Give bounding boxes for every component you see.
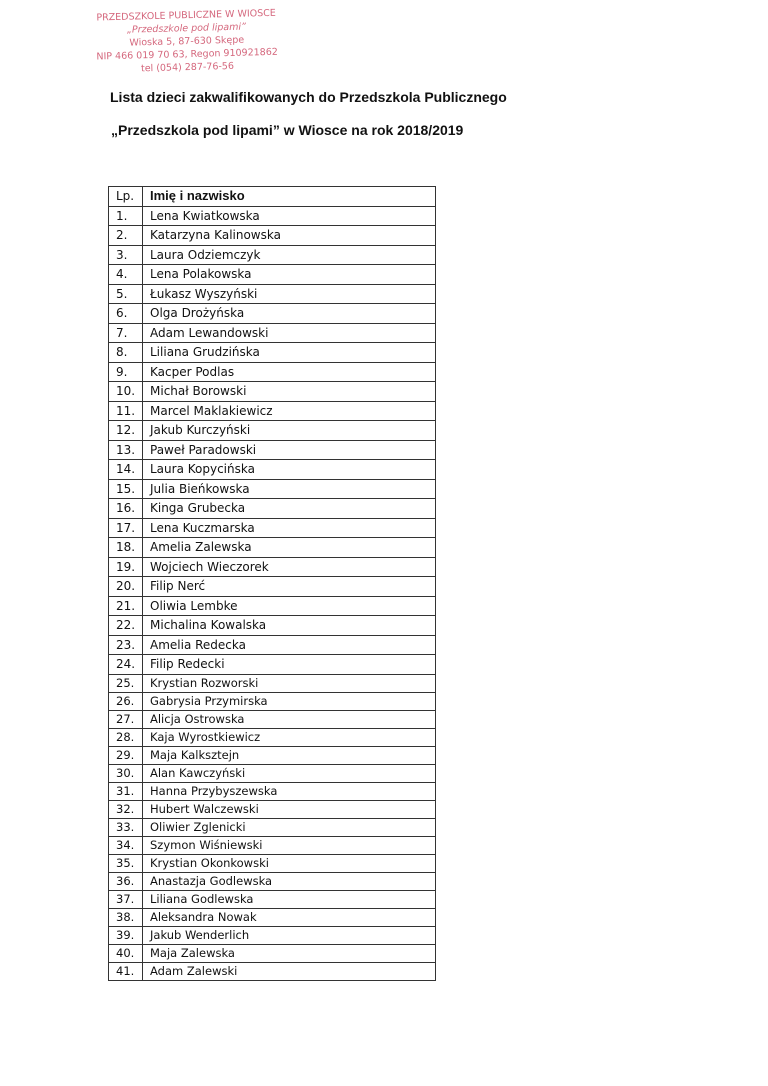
table-row (109, 440, 436, 460)
table-row (109, 343, 436, 363)
table-row (109, 836, 436, 854)
table-row (109, 926, 436, 944)
row-number: 34. (109, 836, 143, 854)
table-row (109, 655, 436, 675)
table-row (109, 800, 436, 818)
row-number: 11. (109, 401, 143, 421)
child-name: Lena Polakowska (143, 265, 436, 285)
table-row (109, 764, 436, 782)
row-number: 39. (109, 926, 143, 944)
child-name: Aleksandra Nowak (143, 908, 436, 926)
row-number: 22. (109, 616, 143, 636)
table-row (109, 692, 436, 710)
table-row (109, 479, 436, 499)
stamp-line-3: Wioska 5, 87-630 Skępe (129, 34, 245, 49)
child-name: Adam Zalewski (143, 962, 436, 980)
table-row (109, 872, 436, 890)
child-name: Kaja Wyrostkiewicz (143, 728, 436, 746)
row-number: 35. (109, 854, 143, 872)
row-number: 21. (109, 596, 143, 616)
child-name: Katarzyna Kalinowska (143, 226, 436, 246)
child-name: Krystian Rozworski (143, 674, 436, 692)
child-name: Alicja Ostrowska (143, 710, 436, 728)
table-row (109, 962, 436, 980)
table-row (109, 499, 436, 519)
row-number: 28. (109, 728, 143, 746)
child-name: Hubert Walczewski (143, 800, 436, 818)
child-name: Oliwier Zglenicki (143, 818, 436, 836)
child-name: Szymon Wiśniewski (143, 836, 436, 854)
child-name: Jakub Kurczyński (143, 421, 436, 441)
table-row (109, 818, 436, 836)
row-number: 12. (109, 421, 143, 441)
document-title-line-2: „Przedszkola pod lipami” w Wiosce na rok 2018/2019 (111, 122, 464, 138)
child-name: Oliwia Lembke (143, 596, 436, 616)
table-row (109, 382, 436, 402)
child-name: Marcel Maklakiewicz (143, 401, 436, 421)
table-row (109, 782, 436, 800)
table-row (109, 304, 436, 324)
table-row (109, 890, 436, 908)
row-number: 10. (109, 382, 143, 402)
row-number: 14. (109, 460, 143, 480)
table-row (109, 596, 436, 616)
table-row (109, 728, 436, 746)
table-row (109, 854, 436, 872)
row-number: 5. (109, 284, 143, 304)
table-row (109, 908, 436, 926)
table-header-row (109, 187, 436, 207)
child-name: Julia Bieńkowska (143, 479, 436, 499)
child-name: Amelia Redecka (143, 635, 436, 655)
row-number: 40. (109, 944, 143, 962)
row-number: 1. (109, 206, 143, 226)
row-number: 8. (109, 343, 143, 363)
child-name: Lena Kwiatkowska (143, 206, 436, 226)
table-row (109, 635, 436, 655)
child-name: Wojciech Wieczorek (143, 557, 436, 577)
table-row (109, 577, 436, 597)
row-number: 18. (109, 538, 143, 558)
table-row (109, 746, 436, 764)
table-row (109, 518, 436, 538)
document-title-line-1: Lista dzieci zakwalifikowanych do Przedszkola Publicznego (110, 89, 507, 105)
table-row (109, 245, 436, 265)
table-row (109, 284, 436, 304)
row-number: 24. (109, 655, 143, 675)
row-number: 26. (109, 692, 143, 710)
table-row (109, 944, 436, 962)
stamp-line-2: „Przedszkole pod lipami” (126, 21, 247, 36)
table-row (109, 616, 436, 636)
children-list-table (108, 186, 436, 981)
child-name: Lena Kuczmarska (143, 518, 436, 538)
stamp-line-4: NIP 466 019 70 63, Regon 910921862 (96, 46, 279, 63)
school-stamp (76, 6, 298, 77)
row-number: 32. (109, 800, 143, 818)
row-number: 33. (109, 818, 143, 836)
row-number: 4. (109, 265, 143, 285)
table-row (109, 421, 436, 441)
child-name: Filip Nerć (143, 577, 436, 597)
child-name: Hanna Przybyszewska (143, 782, 436, 800)
row-number: 37. (109, 890, 143, 908)
child-name: Liliana Godlewska (143, 890, 436, 908)
child-name: Olga Drożyńska (143, 304, 436, 324)
table-row (109, 710, 436, 728)
child-name: Krystian Okonkowski (143, 854, 436, 872)
child-name: Paweł Paradowski (143, 440, 436, 460)
stamp-line-5: tel (054) 287-76-56 (140, 60, 235, 75)
row-number: 31. (109, 782, 143, 800)
row-number: 16. (109, 499, 143, 519)
child-name: Anastazja Godlewska (143, 872, 436, 890)
table-row (109, 206, 436, 226)
child-name: Łukasz Wyszyński (143, 284, 436, 304)
row-number: 2. (109, 226, 143, 246)
table-body (109, 206, 436, 980)
row-number: 7. (109, 323, 143, 343)
row-number: 6. (109, 304, 143, 324)
child-name: Kinga Grubecka (143, 499, 436, 519)
row-number: 17. (109, 518, 143, 538)
row-number: 29. (109, 746, 143, 764)
table-row (109, 460, 436, 480)
row-number: 38. (109, 908, 143, 926)
row-number: 15. (109, 479, 143, 499)
table-row (109, 538, 436, 558)
table-row (109, 323, 436, 343)
header-lp: Lp. (109, 187, 143, 207)
stamp-line-1: PRZEDSZKOLE PUBLICZNE W WIOSCE (96, 7, 276, 24)
row-number: 23. (109, 635, 143, 655)
child-name: Gabrysia Przymirska (143, 692, 436, 710)
table-row (109, 362, 436, 382)
child-name: Adam Lewandowski (143, 323, 436, 343)
child-name: Filip Redecki (143, 655, 436, 675)
child-name: Laura Kopycińska (143, 460, 436, 480)
row-number: 27. (109, 710, 143, 728)
child-name: Kacper Podlas (143, 362, 436, 382)
row-number: 36. (109, 872, 143, 890)
child-name: Michalina Kowalska (143, 616, 436, 636)
table-row (109, 226, 436, 246)
child-name: Alan Kawczyński (143, 764, 436, 782)
row-number: 41. (109, 962, 143, 980)
row-number: 3. (109, 245, 143, 265)
child-name: Liliana Grudzińska (143, 343, 436, 363)
child-name: Jakub Wenderlich (143, 926, 436, 944)
child-name: Maja Kalksztejn (143, 746, 436, 764)
child-name: Maja Zalewska (143, 944, 436, 962)
child-name: Amelia Zalewska (143, 538, 436, 558)
row-number: 19. (109, 557, 143, 577)
child-name: Laura Odziemczyk (143, 245, 436, 265)
child-name: Michał Borowski (143, 382, 436, 402)
row-number: 20. (109, 577, 143, 597)
row-number: 25. (109, 674, 143, 692)
table-row (109, 674, 436, 692)
row-number: 13. (109, 440, 143, 460)
table-row (109, 265, 436, 285)
row-number: 9. (109, 362, 143, 382)
table-row (109, 401, 436, 421)
table-row (109, 557, 436, 577)
header-name: Imię i nazwisko (143, 187, 436, 207)
row-number: 30. (109, 764, 143, 782)
